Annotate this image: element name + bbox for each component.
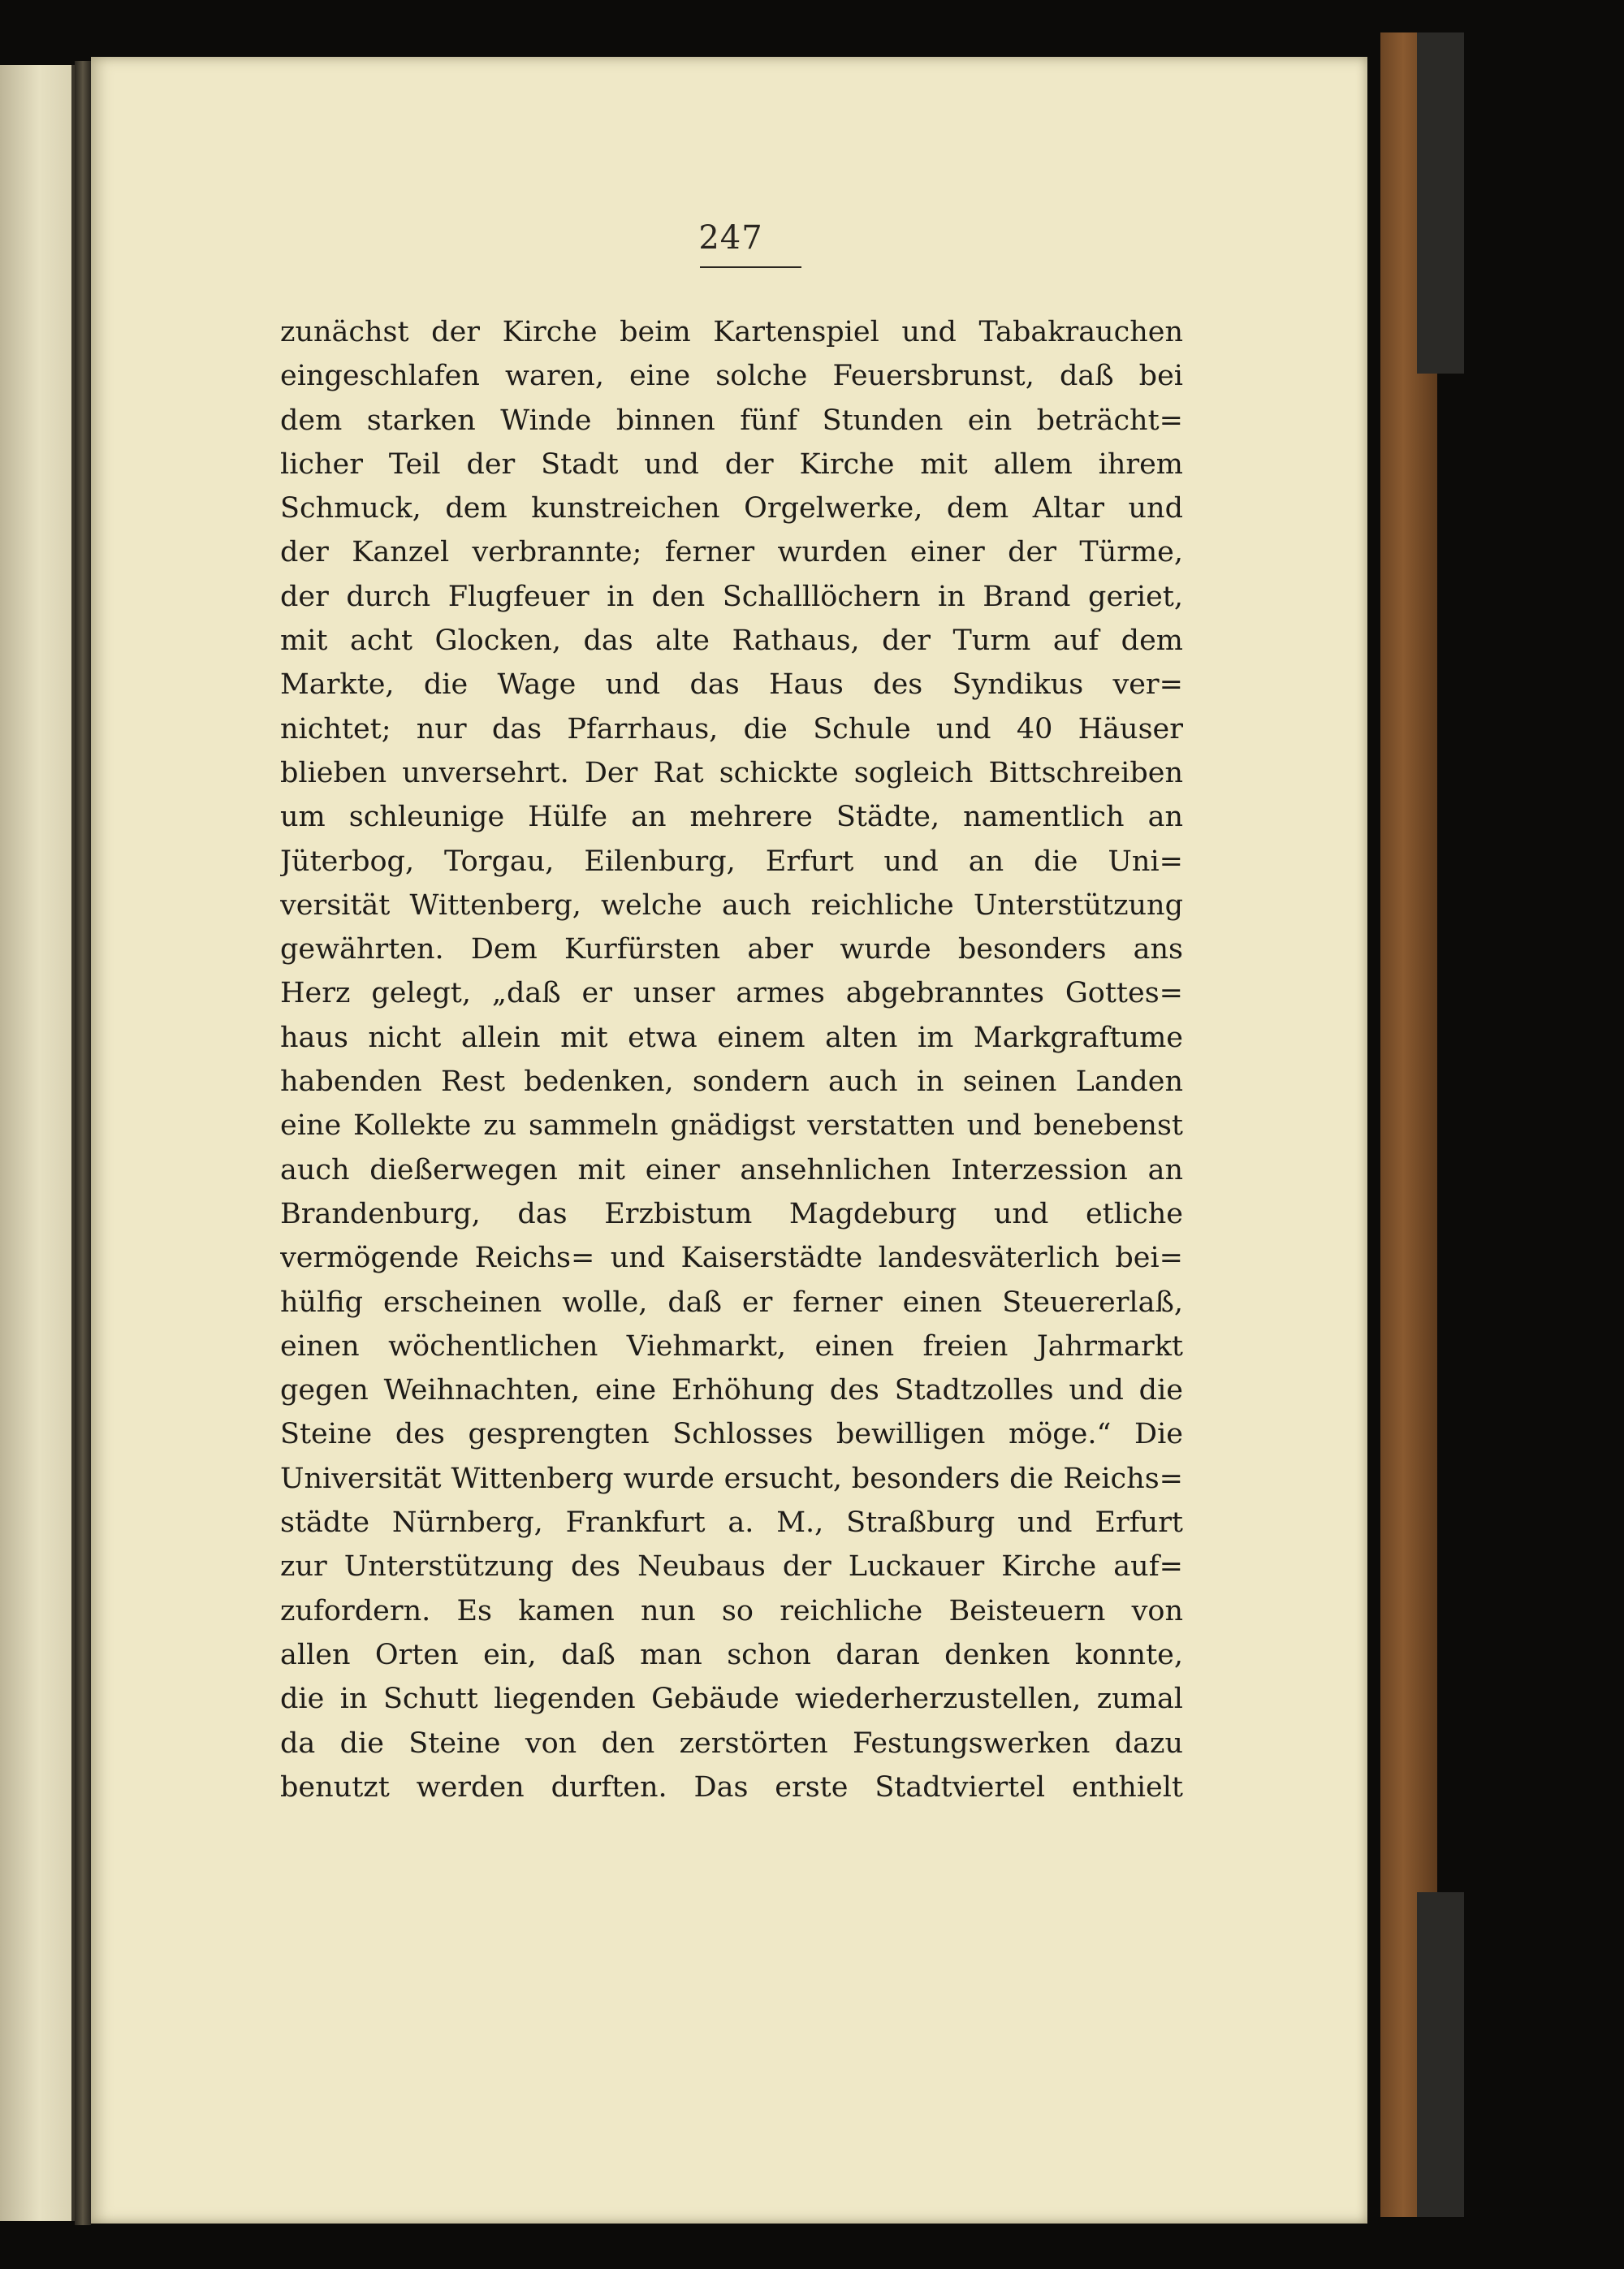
text-line: allen Orten ein, daß man schon daran denken konnte, — [280, 1638, 1183, 1671]
text-line: eingeschlafen waren, eine solche Feuersbrunst, daß bei — [280, 360, 1183, 393]
text-line: zufordern. Es kamen nun so reichliche Beisteuern von — [280, 1594, 1183, 1627]
text-line: zunächst der Kirche beim Kartenspiel und Tabakrauchen — [280, 316, 1183, 348]
book-gutter — [75, 61, 91, 2225]
text-line: Universität Wittenberg wurde ersucht, besonders die Reichs= — [280, 1462, 1183, 1495]
text-line: Schmuck, dem kunstreichen Orgelwerke, dem Altar und — [280, 492, 1183, 525]
text-line: einen wöchentlichen Viehmarkt, einen freien Jahrmarkt — [280, 1329, 1183, 1363]
text-line: Herz gelegt, „daß er unser armes abgebranntes Gottes= — [280, 977, 1183, 1010]
page-number-rule — [700, 266, 801, 268]
text-line: benutzt werden durften. Das erste Stadtviertel enthielt — [280, 1770, 1183, 1804]
text-line: nichtet; nur das Pfarrhaus, die Schule und 40 Häuser — [280, 712, 1183, 746]
text-line: der durch Flugfeuer in den Schalllöchern in Brand geriet, — [280, 580, 1183, 613]
body-text — [280, 310, 1183, 1809]
text-line: Brandenburg, das Erzbistum Magdeburg und etliche — [280, 1197, 1183, 1230]
page-number: 247 — [698, 219, 763, 257]
text-line: hülfig erscheinen wolle, daß er ferner einen Steuererlaß, — [280, 1286, 1183, 1319]
text-line: Steine des gesprengten Schlosses bewilligen möge.“ Die — [280, 1418, 1183, 1451]
text-line: versität Wittenberg, welche auch reichliche Unterstützung — [280, 888, 1183, 922]
left-page-edge — [0, 65, 76, 2221]
text-line: zur Unterstützung des Neubaus der Luckauer Kirche auf= — [280, 1550, 1183, 1584]
cover-corner-top — [1417, 32, 1464, 374]
text-line: auch dießerwegen mit einer ansehnlichen Interzession an — [280, 1153, 1183, 1186]
text-line: der Kanzel verbrannte; ferner wurden einer der Türme, — [280, 536, 1183, 569]
text-line: dem starken Winde binnen fünf Stunden ein beträcht= — [280, 404, 1183, 437]
text-line: haus nicht allein mit etwa einem alten im Markgraftume — [280, 1021, 1183, 1054]
text-line: eine Kollekte zu sammeln gnädigst verstatten und benebenst — [280, 1109, 1183, 1143]
text-line: blieben unversehrt. Der Rat schickte sogleich Bittschreiben — [280, 756, 1183, 789]
text-line: mit acht Glocken, das alte Rathaus, der Turm auf dem — [280, 625, 1183, 658]
text-line: gewährten. Dem Kurfürsten aber wurde besonders ans — [280, 933, 1183, 966]
text-line: städte Nürnberg, Frankfurt a. M., Straßburg und Erfurt — [280, 1506, 1183, 1540]
text-line: Jüterbog, Torgau, Eilenburg, Erfurt und an die Uni= — [280, 845, 1183, 878]
text-line: da die Steine von den zerstörten Festungswerken dazu — [280, 1727, 1183, 1760]
text-line: vermögende Reichs= und Kaiserstädte landesväterlich bei= — [280, 1242, 1183, 1275]
text-line: Markte, die Wage und das Haus des Syndikus ver= — [280, 668, 1183, 702]
text-line: die in Schutt liegenden Gebäude wiederherzustellen, zumal — [280, 1683, 1183, 1716]
text-line: licher Teil der Stadt und der Kirche mit allem ihrem — [280, 447, 1183, 481]
cover-corner-bottom — [1417, 1892, 1464, 2217]
text-line: gegen Weihnachten, eine Erhöhung des Stadtzolles und die — [280, 1374, 1183, 1407]
text-line: um schleunige Hülfe an mehrere Städte, namentlich an — [280, 801, 1183, 834]
text-line: habenden Rest bedenken, sondern auch in seinen Landen — [280, 1065, 1183, 1099]
